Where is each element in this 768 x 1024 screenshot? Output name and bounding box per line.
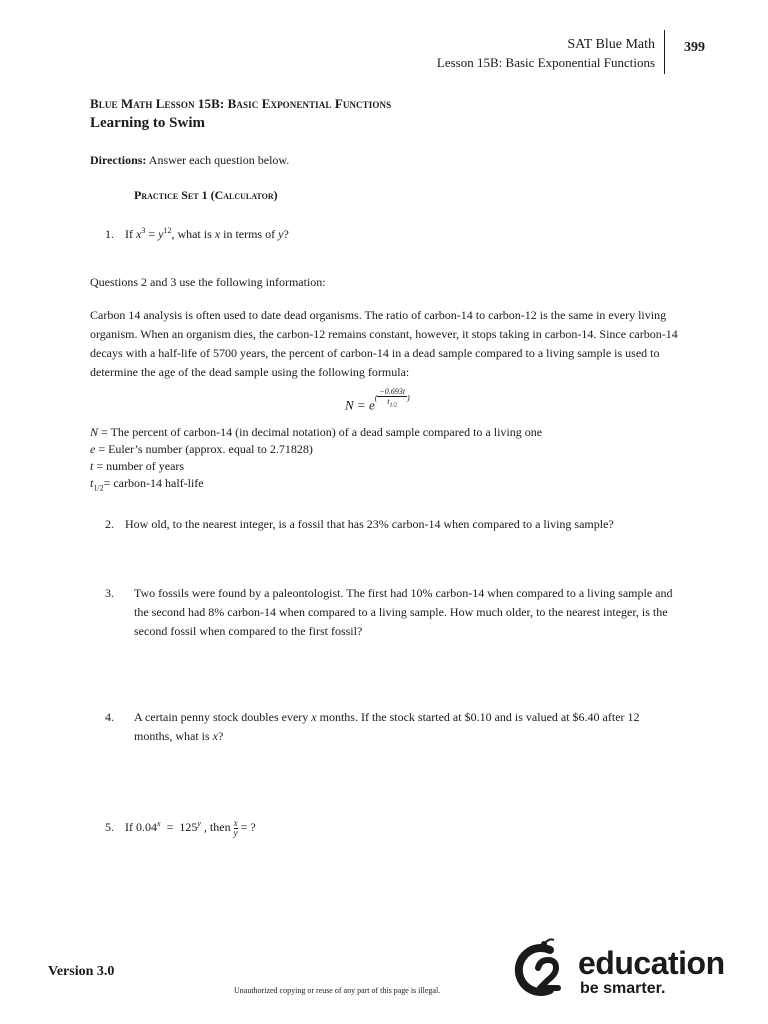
question-5 (90, 814, 256, 838)
question-text: A certain penny stock doubles every x months. If the stock started at $0.10 and is valued at $6.40 after 12 months, what is x? (134, 710, 640, 743)
definition-half-life: $t_{1/2}=$ carbon-14 half-life (90, 476, 204, 493)
definition-t: t = number of years (90, 459, 185, 473)
lesson-header: Lesson 15B: Basic Exponential Functions (436, 55, 655, 70)
logo-wordmark: education (578, 945, 725, 981)
question-1 (90, 221, 289, 244)
question-text: If $x^3 = y^{12}$, what is x in terms of y? (125, 226, 289, 241)
formula-exponent: ( $\frac{-0.693t}{t_{1/2}}$ ) (374, 387, 410, 409)
practice-set-heading: Practice Set 1 (Calculator) (134, 188, 278, 202)
question-number: 4. (105, 710, 114, 724)
half-life-formula: N = e( $\frac{-0.693t}{t_{1/2}}$ ) (345, 387, 410, 413)
question-text: How old, to the nearest integer, is a fossil that has 23% carbon-14 when compared to a living sample? (125, 517, 614, 531)
logo-tagline: be smarter. (580, 980, 666, 997)
question-number: 5. (105, 820, 114, 834)
question-number: 1. (105, 227, 114, 241)
question-number: 3. (105, 586, 114, 600)
lesson-subtitle: Learning to Swim (90, 115, 206, 131)
definition-e: e = Euler’s number (approx. equal to 2.71828) (90, 442, 313, 456)
info-intro: Questions 2 and 3 use the following information: (90, 275, 326, 289)
directions (90, 153, 289, 168)
directions-text: Answer each question below. (146, 153, 290, 167)
header-divider (664, 30, 665, 74)
running-header (437, 36, 655, 72)
question-2 (90, 515, 690, 534)
question-text: Two fossils were found by a paleontologist. The first had 10% carbon-14 when compared to a living sample and the second had 8% carbon-14 when compared to a living sample. How much older, to the nearest integer, is the second fossil when compared to the first fossil? (134, 586, 673, 638)
question-number: 2. (105, 517, 114, 531)
question-4 (90, 708, 690, 746)
book-title: SAT Blue Math (567, 37, 655, 52)
info-paragraph: Carbon 14 analysis is often used to date dead organisms. The ratio of carbon-14 to carbon-12 is the same in every living organism. When an organism dies, the carbon-12 remains constant, however, it stops taking in carbon-14. Since carbon-14 decays with a half-life of 5700 years, the percent of carbon-14 in a dead sample compared to a living sample is used to determine the age of the dead sample using the following formula: (90, 308, 678, 379)
definition-n: N = The percent of carbon-14 (in decimal notation) of a dead sample compared to a living one (90, 425, 543, 439)
lesson-title: Blue Math Lesson 15B: Basic Exponential Functions (90, 96, 392, 111)
version-label: Version 3.0 (48, 964, 115, 979)
page-number: 399 (684, 40, 705, 55)
question-text: If 0.04$^x$ = 125$^y$ , then $\frac{x}{y}$ = ? (125, 817, 256, 838)
question-3 (90, 584, 690, 641)
copyright-note: Unauthorized copying or reuse of any part of this page is illegal. (234, 986, 441, 995)
directions-label: Directions: (90, 153, 147, 167)
